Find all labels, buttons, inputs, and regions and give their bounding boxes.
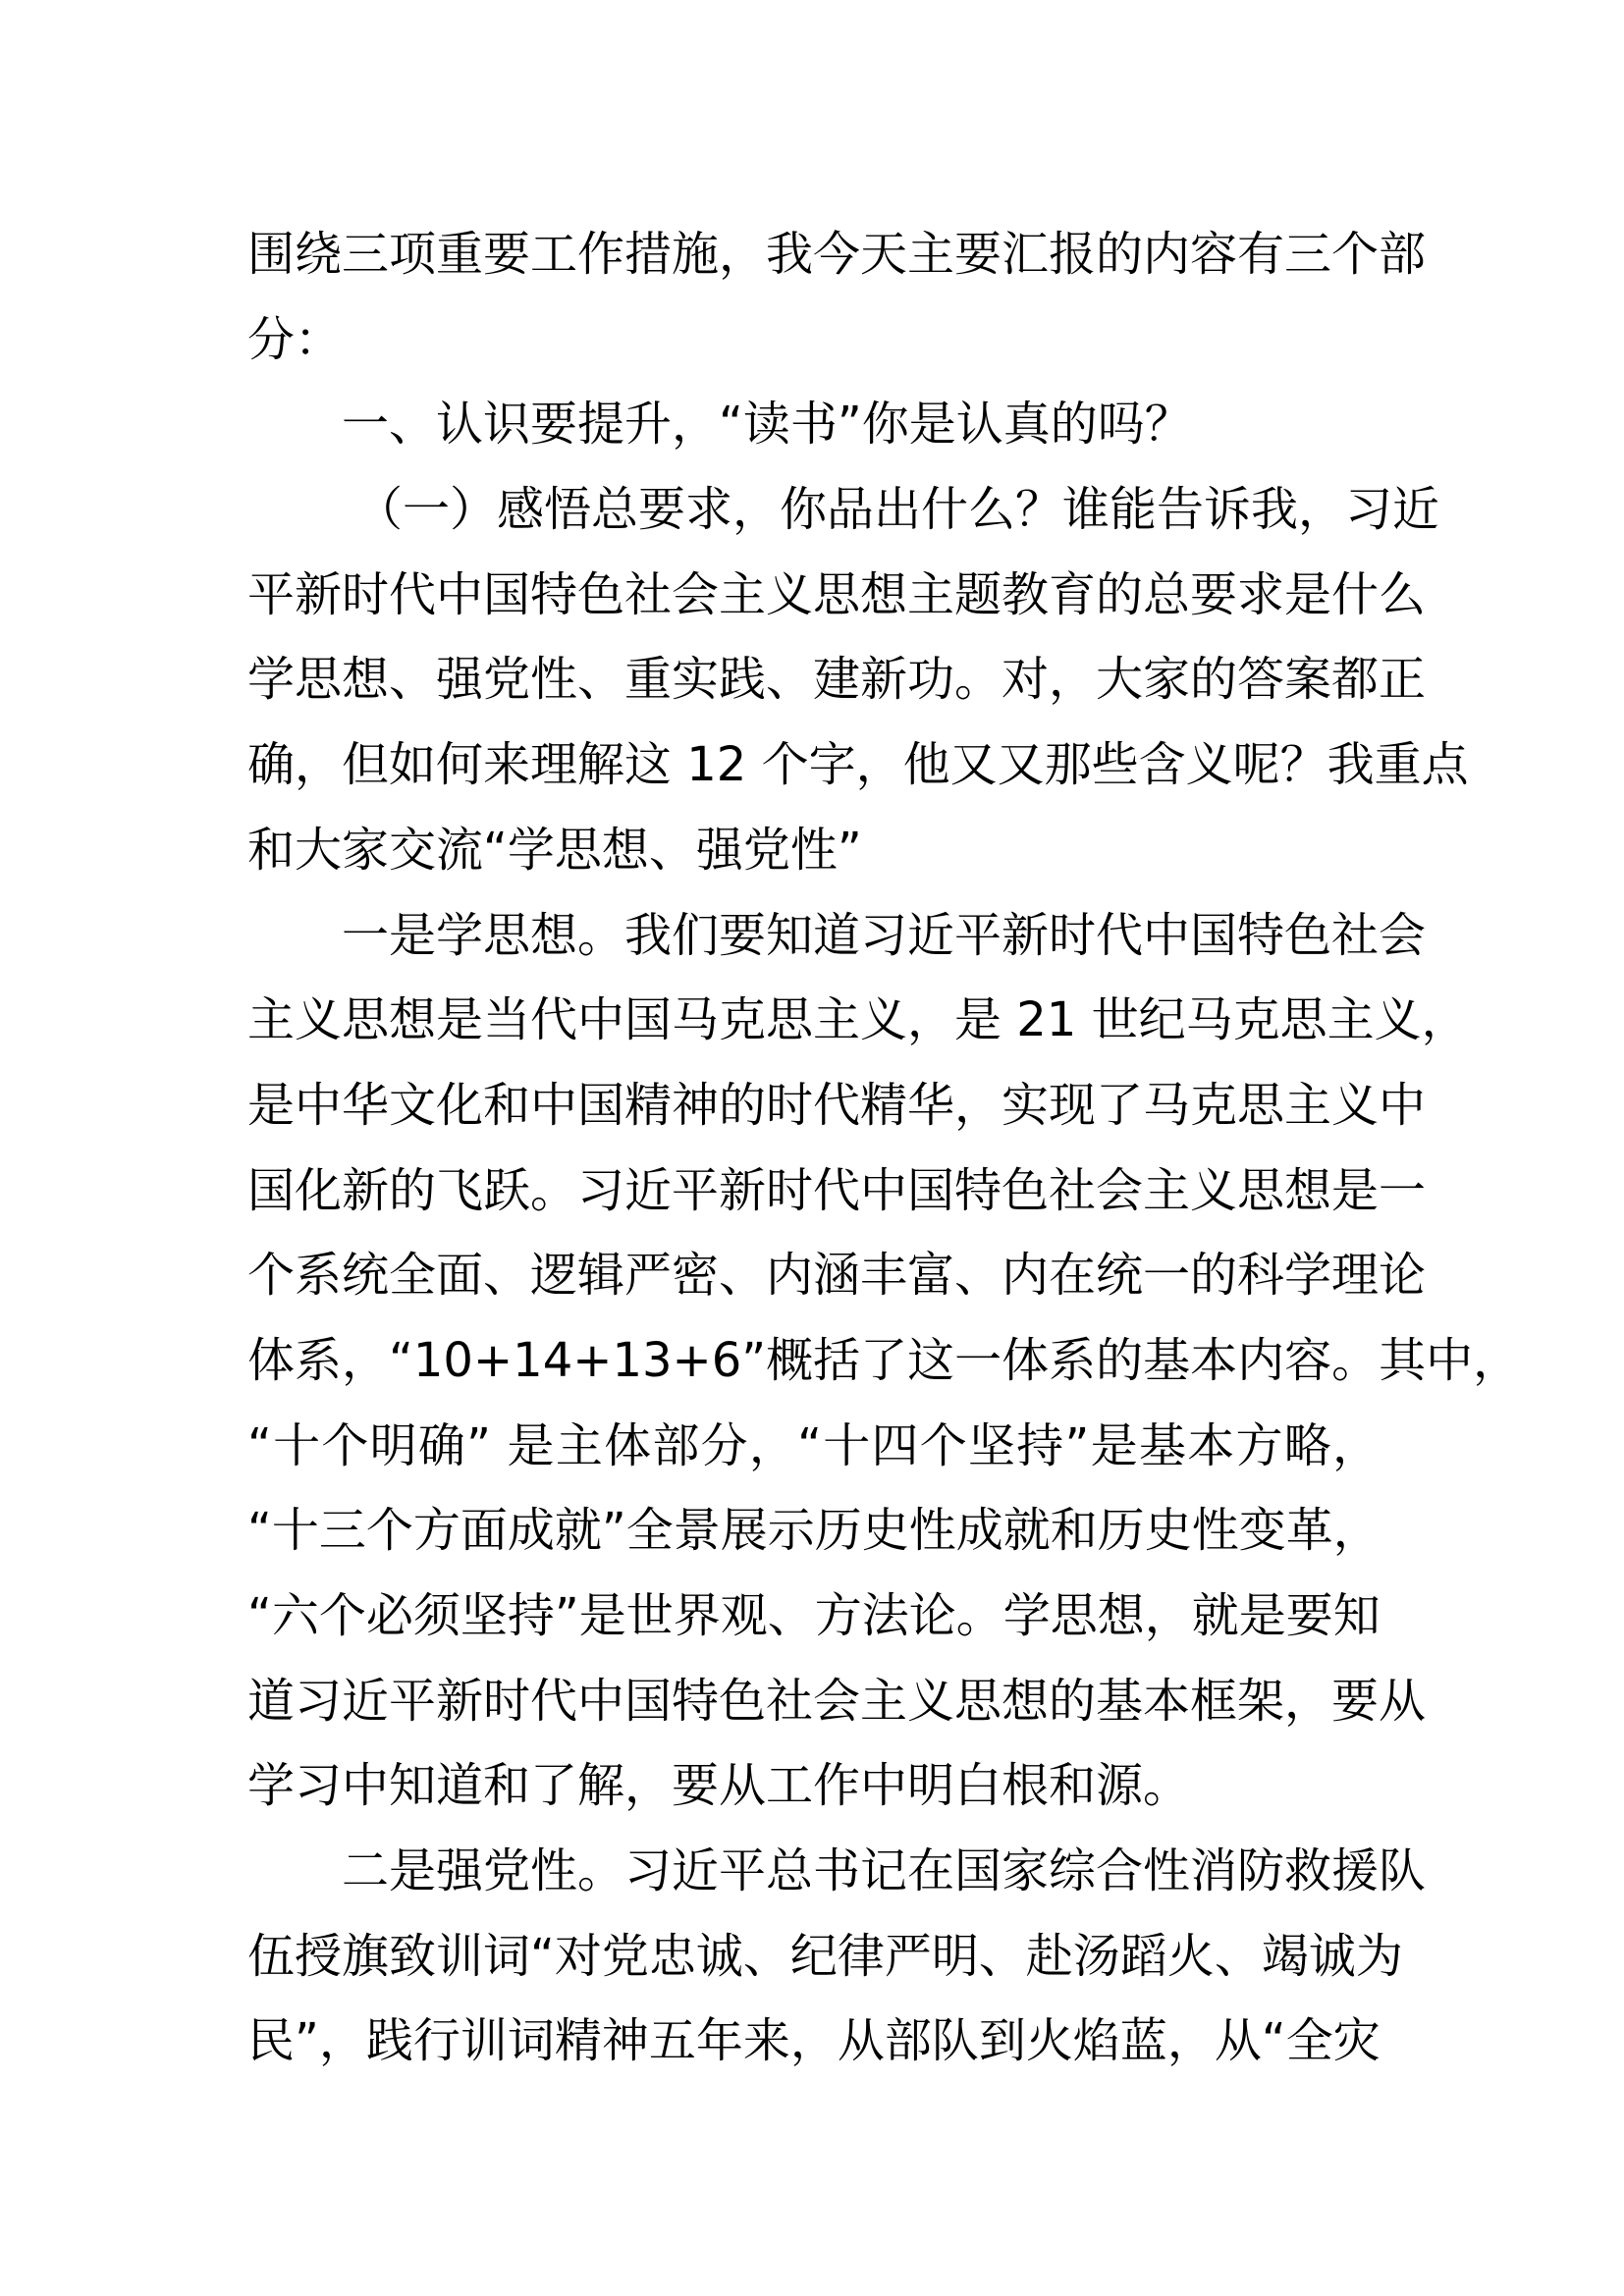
text-line: “十三个方面成就”全景展示历史性成就和历史性变革， — [247, 1503, 1380, 1559]
text-line: 主义思想是当代中国马克思主义，是 21 世纪马克思主义， — [247, 992, 1469, 1048]
text-line: （一）感悟总要求，你品出什么？谁能告诉我，习近 — [355, 482, 1440, 538]
text-line: 平新时代中国特色社会主义思想主题教育的总要求是什么 — [247, 566, 1427, 622]
text-line: 和大家交流“学思想、强党性” — [247, 822, 862, 878]
text-line: “十个明确” 是主体部分，“十四个坚持”是基本方略， — [247, 1417, 1380, 1473]
text-line: 道习近平新时代中国特色社会主义思想的基本框架，要从 — [247, 1673, 1427, 1729]
text-line: 体系，“10+14+13+6”概括了这一体系的基本内容。其中， — [247, 1332, 1521, 1388]
text-line: 学习中知道和了解，要从工作中明白根和源。 — [247, 1758, 1191, 1814]
document-body — [247, 212, 1521, 2084]
text-line: 确，但如何来理解这 12 个字，他又又那些含义呢？我重点 — [247, 737, 1469, 793]
text-line: 一是学思想。我们要知道习近平新时代中国特色社会 — [342, 907, 1427, 963]
text-line: 分： — [247, 311, 343, 367]
text-line: 学思想、强党性、重实践、建新功。对，大家的答案都正 — [247, 652, 1427, 708]
text-line: “六个必须坚持”是世界观、方法论。学思想，就是要知 — [247, 1588, 1380, 1643]
text-line: 个系统全面、逻辑严密、内涵丰富、内在统一的科学理论 — [247, 1248, 1427, 1304]
text-line: 一、认识要提升，“读书”你是认真的吗？ — [342, 397, 1192, 453]
text-line: 二是强党性。习近平总书记在国家综合性消防救援队 — [342, 1843, 1427, 1899]
text-line: 围绕三项重要工作措施，我今天主要汇报的内容有三个部 — [247, 227, 1427, 282]
text-line: 民”，践行训词精神五年来，从部队到火焰蓝，从“全灾 — [247, 2013, 1380, 2069]
text-line: 国化新的飞跃。习近平新时代中国特色社会主义思想是一 — [247, 1162, 1427, 1218]
text-line: 伍授旗致训词“对党忠诚、纪律严明、赴汤蹈火、竭诚为 — [247, 1928, 1403, 1984]
text-line: 是中华文化和中国精神的时代精华，实现了马克思主义中 — [247, 1077, 1427, 1133]
